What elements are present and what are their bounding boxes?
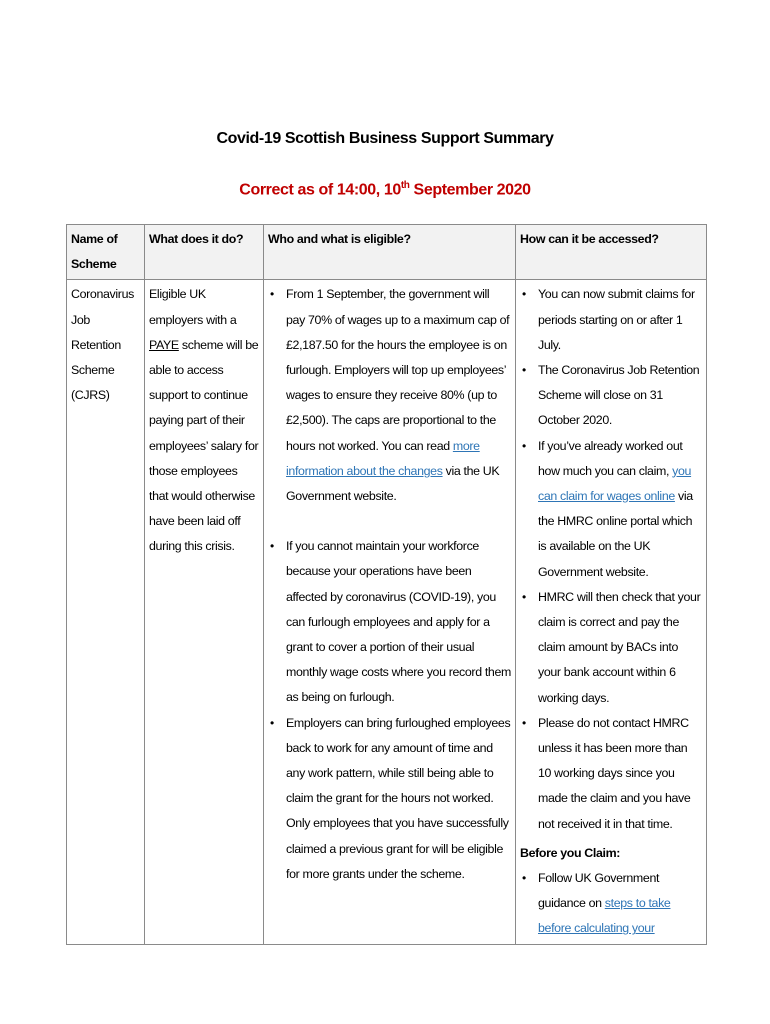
access-list-1	[520, 282, 702, 433]
access-item-6	[538, 866, 702, 942]
access-list-2	[520, 434, 702, 837]
document-title: Covid-19 Scottish Business Support Summary	[216, 130, 554, 147]
support-table	[66, 224, 707, 945]
what-text-1: Eligible UK employers with a	[149, 287, 237, 327]
eligibility-cell	[264, 280, 516, 944]
subtitle-text: Correct as of 14:00, 10	[239, 181, 401, 199]
subtitle-text-end: September 2020	[409, 181, 531, 199]
changes-info-link[interactable]: more information about the changes	[286, 438, 480, 478]
table-header-row	[67, 225, 707, 280]
eligibility-item-2: • If you cannot maintain your workforce because your operations have been affected by coronavirus (COVID-19), you can furlough employees and apply for a grant to cover a portion of their usual monthly wage costs where you record them as being on furlough.	[286, 534, 511, 710]
what-text-2: scheme will be able to access support to continue paying part of their employees’ salary for those employees that would otherwise have been laid off during this crisis.	[149, 337, 259, 554]
header-scheme-name: Name of Scheme	[67, 225, 145, 280]
access-list-3	[520, 866, 702, 942]
access-item-3-text: If you’ve already worked out how much you can claim,	[538, 438, 683, 478]
eligibility-item-3: • Employers can bring furloughed employees back to work for any amount of time and any work pattern, while still being able to claim the grant for the hours not worked. Only employees that you have successfully claimed a previous grant for will be eligible for more grants under the scheme.	[286, 711, 511, 887]
scheme-name-cell: Coronavirus Job Retention Scheme (CJRS)	[67, 280, 145, 944]
access-item-6-text: Follow UK Government guidance on	[538, 871, 660, 911]
what-it-does-cell	[145, 280, 264, 944]
eligibility-item-1-text: From 1 September, the government will pay 70% of wages up to a maximum cap of £2,187.50 for the hours the employee is on furlough. Employers will top up employees’ wages to ensure they receive 80% (up to £2,500). The caps are proportional to the hours not worked. You can read	[286, 287, 510, 453]
access-item-3-after: via the HMRC online portal which is available on the UK Government website.	[538, 489, 693, 579]
header-access: How can it be accessed?	[516, 225, 707, 280]
steps-before-calculating-link[interactable]: steps to take before calculating your	[538, 896, 671, 936]
document-subtitle	[0, 180, 770, 199]
access-item-5: • Please do not contact HMRC unless it has been more than 10 working days since you made the claim and you have not received it in that time.	[538, 711, 702, 837]
subtitle-superscript: th	[400, 180, 410, 191]
paye-term: PAYE	[149, 337, 179, 352]
header-eligibility: Who and what is eligible?	[264, 225, 516, 280]
access-item-2: • The Coronavirus Job Retention Scheme will close on 31 October 2020.	[538, 358, 702, 434]
header-what-it-does: What does it do?	[145, 225, 264, 280]
access-item-4: • HMRC will then check that your claim is correct and pay the claim amount by BACs into your bank account within 6 working days.	[538, 585, 702, 711]
access-item-3	[538, 434, 702, 585]
table-row	[67, 280, 707, 944]
before-you-claim-heading: Before you Claim:	[520, 845, 621, 860]
access-cell	[516, 280, 707, 944]
eligibility-item-1	[286, 282, 511, 509]
eligibility-item-1-after: via the UK Government website.	[286, 463, 500, 504]
access-item-1: • You can now submit claims for periods starting on or after 1 July.	[538, 282, 702, 358]
eligibility-list	[268, 282, 511, 887]
claim-wages-online-link[interactable]: you can claim for wages online	[538, 463, 692, 504]
